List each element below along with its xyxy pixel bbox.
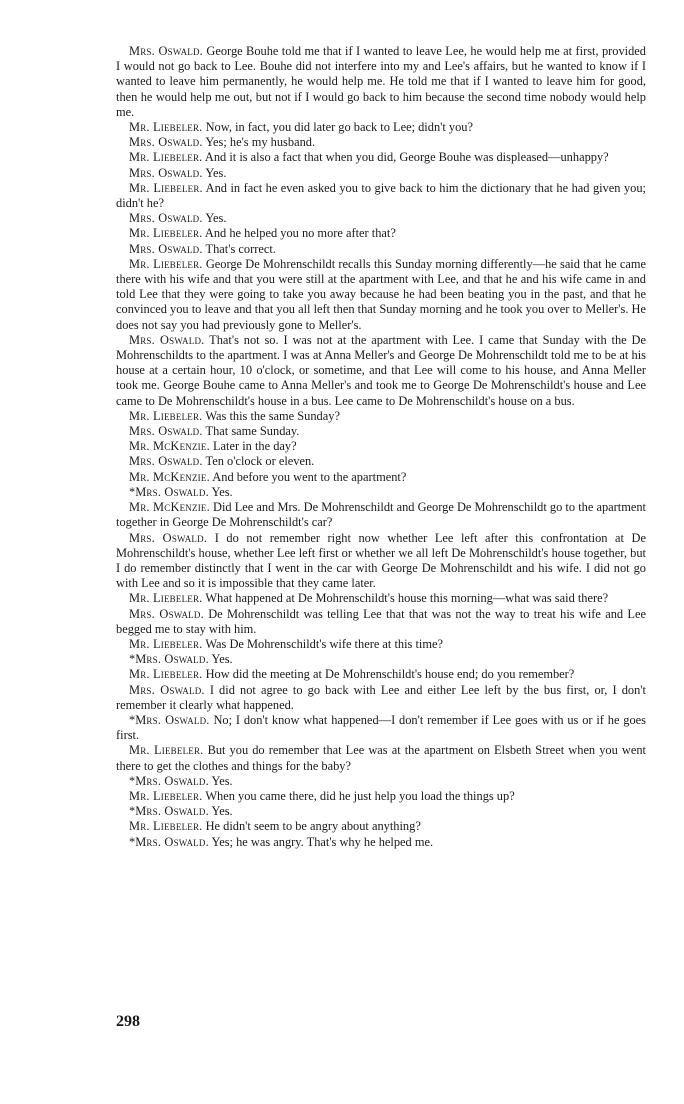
speech-text: Did Lee and Mrs. De Mohrenschildt and George De Mohrenschildt go to the apartment together in George De Mohrenschildt's car?	[116, 500, 646, 530]
transcript-paragraph	[116, 652, 646, 667]
speaker-name: Mr. Liebeler.	[129, 408, 203, 423]
speaker-name: Mrs. Oswald.	[129, 682, 205, 697]
speech-text: Yes; he's my husband.	[205, 135, 316, 150]
speaker-name: Mr. Liebeler.	[129, 226, 203, 241]
transcript-paragraph	[116, 257, 646, 333]
speaker-name: Mrs. Oswald.	[135, 834, 209, 849]
transcript-paragraph	[116, 804, 646, 819]
speech-text: Yes.	[205, 165, 227, 180]
speaker-name: Mr. Liebeler.	[129, 636, 203, 651]
speaker-name: Mr. McKenzie.	[129, 469, 210, 484]
page-number: 298	[116, 1013, 140, 1030]
speech-text: Was this the same Sunday?	[205, 408, 340, 423]
transcript-paragraph	[116, 226, 646, 241]
speech-text: Yes.	[211, 773, 233, 788]
transcript-paragraph	[116, 242, 646, 257]
transcript-paragraph	[116, 531, 646, 592]
speech-text: Later in the day?	[212, 439, 297, 454]
speech-text: And in fact he even asked you to give back to him the dictionary that he had given you; didn't he?	[116, 180, 646, 211]
transcript-paragraph	[116, 667, 646, 682]
speaker-name: Mrs. Oswald.	[129, 211, 203, 226]
speech-text: Yes.	[211, 652, 233, 667]
transcript-paragraph	[116, 485, 646, 500]
speaker-name: Mrs. Oswald.	[135, 652, 209, 667]
speaker-name: Mr. Liebeler.	[129, 788, 203, 803]
speech-text: Yes.	[211, 484, 233, 499]
speaker-name: Mrs. Oswald.	[129, 530, 208, 545]
transcript-paragraph	[116, 743, 646, 773]
speech-text: But you do remember that Lee was at the apartment on Elsbeth Street when you went there to get the clothes and things for the baby?	[116, 743, 646, 773]
transcript-paragraph	[116, 409, 646, 424]
speech-text: Now, in fact, you did later go back to Lee; didn't you?	[205, 120, 474, 135]
transcript-paragraph	[116, 835, 646, 850]
speaker-name: Mrs. Oswald.	[135, 773, 209, 788]
speech-text: I do not remember right now whether Lee left after this confrontation at De Mohrenschildt's house, whether Lee left first or whether we all left De Mohrenschildt's house together, but I do remember distinctly that I went in the car with George De Mohrenschildt and his wife. I did not go with Lee and so it is impossible that they came later.	[116, 530, 646, 591]
transcript-paragraph	[116, 607, 646, 637]
transcript-paragraph	[116, 454, 646, 469]
asterisk-marker: *	[129, 652, 136, 667]
speech-text: Ten o'clock or eleven.	[205, 454, 315, 469]
speaker-name: Mr. Liebeler.	[129, 743, 204, 758]
speaker-name: Mr. Liebeler.	[129, 150, 203, 165]
speaker-name: Mrs. Oswald.	[129, 332, 205, 347]
speech-text: How did the meeting at De Mohrenschildt's house end; do you remember?	[205, 667, 575, 682]
transcript-paragraph	[116, 135, 646, 150]
speech-text: He didn't seem to be angry about anything?	[205, 819, 421, 834]
speech-text: George Bouhe told me that if I wanted to leave Lee, he would help me at first, provided I would not go back to Lee. Bouhe did not interfere into my and Lee's affairs, but he wanted to know if I wanted to leave him permanently, he would help me. He told me that if I wanted to leave him for good, then he would help me out, but not if I would go back to him because the second time nobody would help me.	[116, 44, 647, 119]
speaker-name: Mrs. Oswald.	[129, 165, 203, 180]
speaker-name: Mr. Liebeler.	[129, 120, 203, 135]
speech-text: What happened at De Mohrenschildt's house this morning—what was said there?	[205, 591, 609, 606]
transcript-paragraph	[116, 333, 646, 409]
speech-text: When you came there, did he just help you load the things up?	[205, 788, 515, 803]
transcript-paragraph	[116, 44, 646, 120]
asterisk-marker: *	[129, 773, 136, 788]
transcript-paragraph	[116, 470, 646, 485]
speech-text: That's not so. I was not at the apartment with Lee. I came that Sunday with the De Mohrenschildts to the apartment. I was at Anna Meller's and George De Mohrenschildt told me to be at his house at a certain hour, 10 o'clock, or sometime, and that Lee will come to his house, and Anna Meller took me. George Bouhe came to Anna Meller's and took me to George De Mohrenschildt's house and Lee came to De Mohrenschildt's house in a bus. Lee came to De Mohrenschildt's house on a bus.	[116, 332, 646, 408]
speech-text: Yes.	[205, 211, 227, 226]
speech-text: Yes.	[211, 804, 233, 819]
speech-text: That same Sunday.	[205, 424, 300, 439]
speech-text: And he helped you no more after that?	[204, 226, 396, 241]
transcript-paragraph	[116, 789, 646, 804]
speech-text: De Mohrenschildt was telling Lee that that was not the way to treat his wife and Lee begged me to stay with him.	[116, 606, 646, 636]
transcript-paragraph	[116, 439, 646, 454]
speaker-name: Mr. Liebeler.	[129, 180, 203, 195]
asterisk-marker: *	[129, 712, 136, 727]
speaker-name: Mr. Liebeler.	[129, 819, 203, 834]
speaker-name: Mrs. Oswald.	[129, 454, 203, 469]
speech-text: Was De Mohrenschildt's wife there at this time?	[205, 636, 443, 651]
speaker-name: Mrs. Oswald.	[135, 712, 210, 727]
speech-text: George De Mohrenschildt recalls this Sunday morning differently—he said that he came there with his wife and that you were still at the apartment with Lee, and that he and his wife came in and told Lee that they were going to take you away because he had been beating you in the past, and that he convinced you to leave and that you all left then that Sunday morning and he took you over to Meller's. He does not say you had previously gone to Meller's.	[116, 256, 646, 332]
speaker-name: Mrs. Oswald.	[129, 241, 203, 256]
asterisk-marker: *	[129, 484, 136, 499]
transcript-paragraph	[116, 713, 646, 743]
speaker-name: Mrs. Oswald.	[135, 804, 209, 819]
transcript-paragraph	[116, 637, 646, 652]
speaker-name: Mr. Liebeler.	[129, 256, 203, 271]
transcript-paragraph	[116, 150, 646, 165]
asterisk-marker: *	[129, 804, 136, 819]
speaker-name: Mrs. Oswald.	[135, 484, 209, 499]
speech-text: Yes; he was angry. That's why he helped me.	[211, 834, 434, 849]
speech-text: I did not agree to go back with Lee and either Lee left by the bus first, or, I don't remember it clearly what happened.	[116, 682, 646, 712]
transcript-paragraph	[116, 683, 646, 713]
speaker-name: Mrs. Oswald.	[129, 44, 203, 58]
speaker-name: Mr. McKenzie.	[129, 500, 210, 515]
speaker-name: Mrs. Oswald.	[129, 606, 204, 621]
speech-text: No; I don't know what happened—I don't remember if Lee goes with us or if he goes first.	[116, 712, 646, 743]
transcript-paragraph	[116, 166, 646, 181]
transcript-paragraph	[116, 591, 646, 606]
speaker-name: Mrs. Oswald.	[129, 135, 203, 150]
transcript-body	[116, 44, 646, 850]
speaker-name: Mr. McKenzie.	[129, 439, 210, 454]
speaker-name: Mr. Liebeler.	[129, 591, 203, 606]
transcript-paragraph	[116, 500, 646, 530]
speech-text: That's correct.	[205, 241, 276, 256]
transcript-paragraph	[116, 774, 646, 789]
transcript-paragraph	[116, 424, 646, 439]
transcript-paragraph	[116, 819, 646, 834]
speech-text: And before you went to the apartment?	[212, 469, 407, 484]
transcript-paragraph	[116, 181, 646, 211]
transcript-paragraph	[116, 211, 646, 226]
transcript-paragraph	[116, 120, 646, 135]
speaker-name: Mrs. Oswald.	[129, 424, 203, 439]
speaker-name: Mr. Liebeler.	[129, 667, 203, 682]
asterisk-marker: *	[129, 834, 136, 849]
speech-text: And it is also a fact that when you did, George Bouhe was displeased—unhappy?	[204, 150, 609, 165]
